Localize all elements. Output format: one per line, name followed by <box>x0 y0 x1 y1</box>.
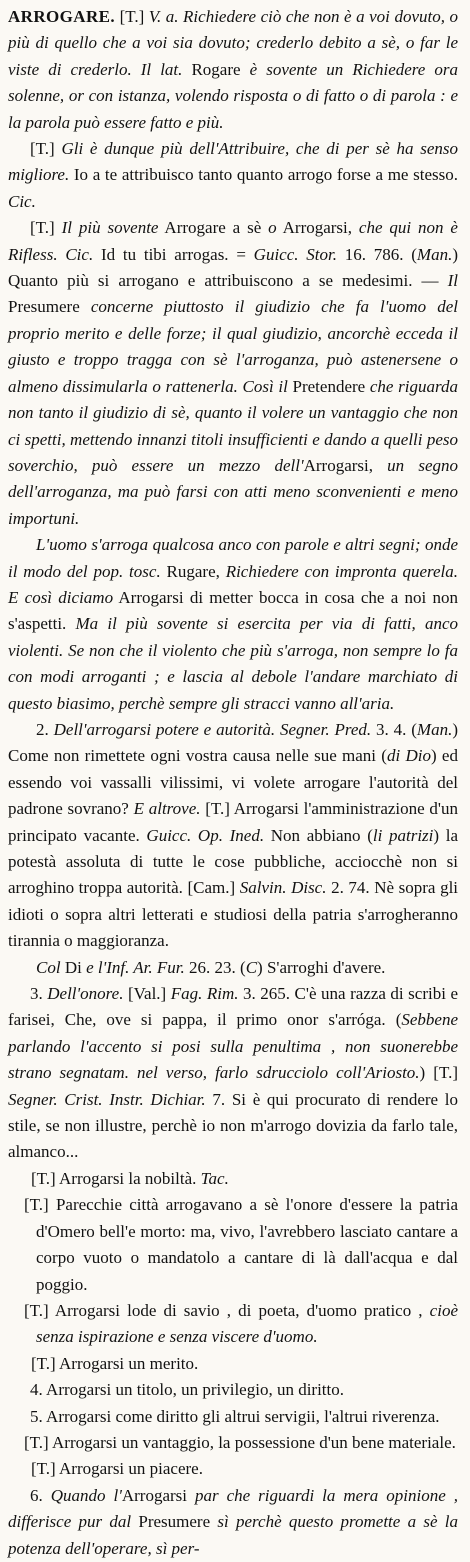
text-segment: Presumere <box>8 297 91 317</box>
text-segment: Pretendere <box>287 376 370 396</box>
text-segment: Arrogarsi, <box>276 218 359 238</box>
entry-paragraph <box>8 955 458 981</box>
text-segment: Arrogare a sè <box>158 218 269 238</box>
entry-paragraph <box>8 1456 458 1482</box>
entry-paragraph <box>8 1404 458 1430</box>
entry-paragraph <box>8 717 458 955</box>
entry-paragraph <box>8 1192 458 1298</box>
italic-text-segment: Tac. <box>200 1168 229 1188</box>
entry-paragraph <box>8 4 458 136</box>
text-segment: ) Quanto più si arrogano e attribuiscono a se medesimi. — <box>8 244 459 291</box>
text-segment: ) [T.] <box>419 1063 458 1083</box>
italic-text-segment: Col <box>36 957 61 977</box>
italic-text-segment: e l'Inf. Ar. Fur. <box>86 957 185 977</box>
italic-text-segment: par che riguardi la mera opinione , differisce pur dal <box>8 1485 459 1532</box>
italic-text-segment: un segno dell'arroganza, ma può farsi con atti meno sconvenienti e meno importuni. <box>8 455 458 528</box>
italic-text-segment: Il più sovente <box>61 218 159 238</box>
text-segment: [T.] <box>30 218 62 238</box>
text-segment: 5. Arrogarsi come diritto gli altrui servigii, l'altrui riverenza. <box>30 1406 440 1426</box>
text-segment: [T.] Arrogarsi la nobiltà. <box>31 1168 201 1188</box>
text-segment: 26. 23. ( <box>184 957 246 977</box>
italic-text-segment: Guicc. Op. Ined. <box>146 825 265 845</box>
italic-text-segment: cioè senza ispirazione e senza viscere d'uomo. <box>36 1300 458 1347</box>
italic-text-segment: E altrove. <box>133 799 201 819</box>
italic-text-segment: Ma il più sovente si esercita per via di fatti, anco violenti. Se non che il violento che più s'arroga, non sempre lo fa con modi arroganti ; e lascia al debole l'andare marchiato di questo biasimo, perchè sempre gli stracci vanno all'aria. <box>8 614 459 713</box>
text-segment: 3. 4. ( <box>371 719 417 739</box>
italic-text-segment: Guicc. Stor. <box>253 244 337 264</box>
italic-text-segment: C <box>245 957 258 977</box>
italic-text-segment: Richiedere con impronta querela. E così diciamo <box>8 561 458 607</box>
italic-text-segment: Cic. <box>8 191 36 211</box>
text-segment: 16. 786. ( <box>336 244 417 264</box>
italic-text-segment: Sebbene parlando l'accento si posi sulla penultima , non suonerebbe strano segnatam. nel verso, farlo sdrucciolo coll'Ariosto. <box>8 1010 458 1083</box>
italic-text-segment: o <box>268 218 277 238</box>
entry-paragraph <box>8 981 458 1166</box>
text-segment: 2. 74. Nè sopra gli idioti o sopra altri letterati e studiosi della patria s'arrogheranno tirannia o maggioranza. <box>8 878 459 951</box>
entry-paragraph <box>8 1377 458 1403</box>
italic-text-segment: Man. <box>416 244 453 264</box>
italic-text-segment: Man. <box>416 719 453 739</box>
text-segment: Presumere <box>131 1512 218 1532</box>
text-segment: 3. <box>30 984 48 1004</box>
text-segment: 6. <box>30 1485 51 1505</box>
text-segment: [T.] Arrogarsi un vantaggio, la possessione d'un bene materiale. <box>24 1432 456 1452</box>
italic-text-segment: concerne piuttosto il giudizio che fa l'uomo del proprio merito e delle forze; il qual giudizio, ancorchè ecceda il giusto e troppo tragga con sè l'arroganza, può astenersene o almeno dissimularla o rattenerla. Così il <box>8 297 458 396</box>
text-segment: ) ed essendo voi vassalli vilissimi, vi volete arrogare l'autorità del padrone sovrano? <box>8 746 458 819</box>
text-segment: Rugare, <box>160 561 226 581</box>
entry-paragraph <box>8 1166 458 1192</box>
italic-text-segment: di Dio <box>386 746 431 766</box>
dictionary-entry-arrogare <box>8 4 458 1562</box>
text-segment: [T.] <box>30 139 62 159</box>
entry-paragraph <box>8 1298 458 1351</box>
text-segment: [T.] Arrogarsi un piacere. <box>31 1459 203 1479</box>
text-segment: [T.] Arrogarsi lode di savio , di poeta, d'uomo pratico , <box>24 1300 430 1320</box>
italic-text-segment: che riguarda non tanto il giudizio di sè, quanto il volere un vantaggio che non ci spetti, mettendo innanzi titoli insufficienti e dando a quelli peso soverchio, può essere un mezzo dell' <box>8 376 458 475</box>
text-segment: Rogare <box>191 59 241 79</box>
italic-text-segment: li patrizi <box>372 825 434 845</box>
italic-text-segment: Dell'arrogarsi potere e autorità. Segner. Pred. <box>53 719 372 739</box>
text-segment: ) la potestà assoluta di tutte le cose pubbliche, acciocchè non si arroghino troppa autorità. [Cam.] <box>8 825 458 898</box>
text-segment: Io a te attribuisco tanto quanto arrogo forse a me stesso. <box>69 165 458 185</box>
text-segment: Non abbiano ( <box>264 825 373 845</box>
text-segment: Di <box>60 957 87 977</box>
entry-paragraph <box>8 1430 458 1456</box>
text-segment: [T.] Arrogarsi un merito. <box>31 1353 199 1373</box>
text-segment: Id tu tibi arrogas. = <box>93 244 254 264</box>
text-segment: Arrogarsi di metter bocca in cosa che a noi non s'aspetti. <box>8 587 458 634</box>
italic-text-segment: L'uomo s'arroga qualcosa anco con parole e altri segni; onde il modo del pop. tosc. <box>8 535 458 581</box>
italic-text-segment: Gli è dunque più dell'Attribuire, che di per sè ha senso migliore. <box>8 139 458 185</box>
entry-paragraph <box>8 1351 458 1377</box>
text-segment: Arrogarsi, <box>303 455 388 475</box>
italic-text-segment: V. a. Richiedere ciò che non è a voi dovuto, o più di quello che a voi sia dovuto; crederlo debito a sè, o far le viste di crederlo. Il lat. <box>8 7 458 79</box>
entry-paragraph <box>8 136 458 215</box>
headword: ARROGARE. <box>8 7 116 26</box>
text-segment: Arrogarsi <box>121 1485 195 1505</box>
italic-text-segment: Dell'onore. <box>47 984 124 1004</box>
italic-text-segment: Quando l' <box>50 1485 122 1505</box>
entry-paragraph <box>8 532 458 717</box>
entry-paragraph <box>8 215 458 532</box>
italic-text-segment: Il <box>447 271 458 291</box>
italic-text-segment: Segner. Crist. Instr. Dichiar. <box>8 1089 206 1109</box>
text-segment: ) S'arroghi d'avere. <box>257 957 386 977</box>
text-segment: 2. <box>36 719 54 739</box>
text-segment: [T.] Parecchie città arrogavano a sè l'onore d'essere la patria d'Omero bell'e morto: ma, vivo, l'avrebbero lasciato cantare a corpo vuoto o mandatolo a cantare di là dall'acqua e dal poggio. <box>24 1195 458 1294</box>
text-segment: ) Come non rimettete ogni vostra causa nelle sue mani ( <box>8 719 458 766</box>
italic-text-segment: che qui non è Rifless. Cic. <box>8 218 458 264</box>
text-segment: 4. Arrogarsi un titolo, un privilegio, un diritto. <box>30 1380 345 1400</box>
italic-text-segment: Fag. Rim. <box>170 984 239 1004</box>
text-segment: 3. 265. C'è una razza di scribi e farisei, Che, ove si pappa, il primo onor s'arróga. ( <box>8 984 459 1030</box>
text-segment: [T.] <box>115 7 149 26</box>
text-segment: 7. Si è qui procurato di rendere lo stile, se non illustre, perchè io non m'arrogo dovizia da farlo tale, almanco... <box>8 1089 458 1162</box>
text-segment: [Val.] <box>123 984 171 1004</box>
entry-paragraph <box>8 1483 458 1562</box>
italic-text-segment: sì perchè questo promette a sè la potenza dell'operare, sì per- <box>8 1512 458 1558</box>
italic-text-segment: Salvin. Disc. <box>239 878 327 898</box>
italic-text-segment: è sovente un Richiedere ora solenne, or con istanza, volendo risposta o di fatto o di parola : e la parola può essere fatto e più. <box>8 59 458 132</box>
text-segment: [T.] Arrogarsi l'amministrazione d'un principato vacante. <box>8 799 458 845</box>
